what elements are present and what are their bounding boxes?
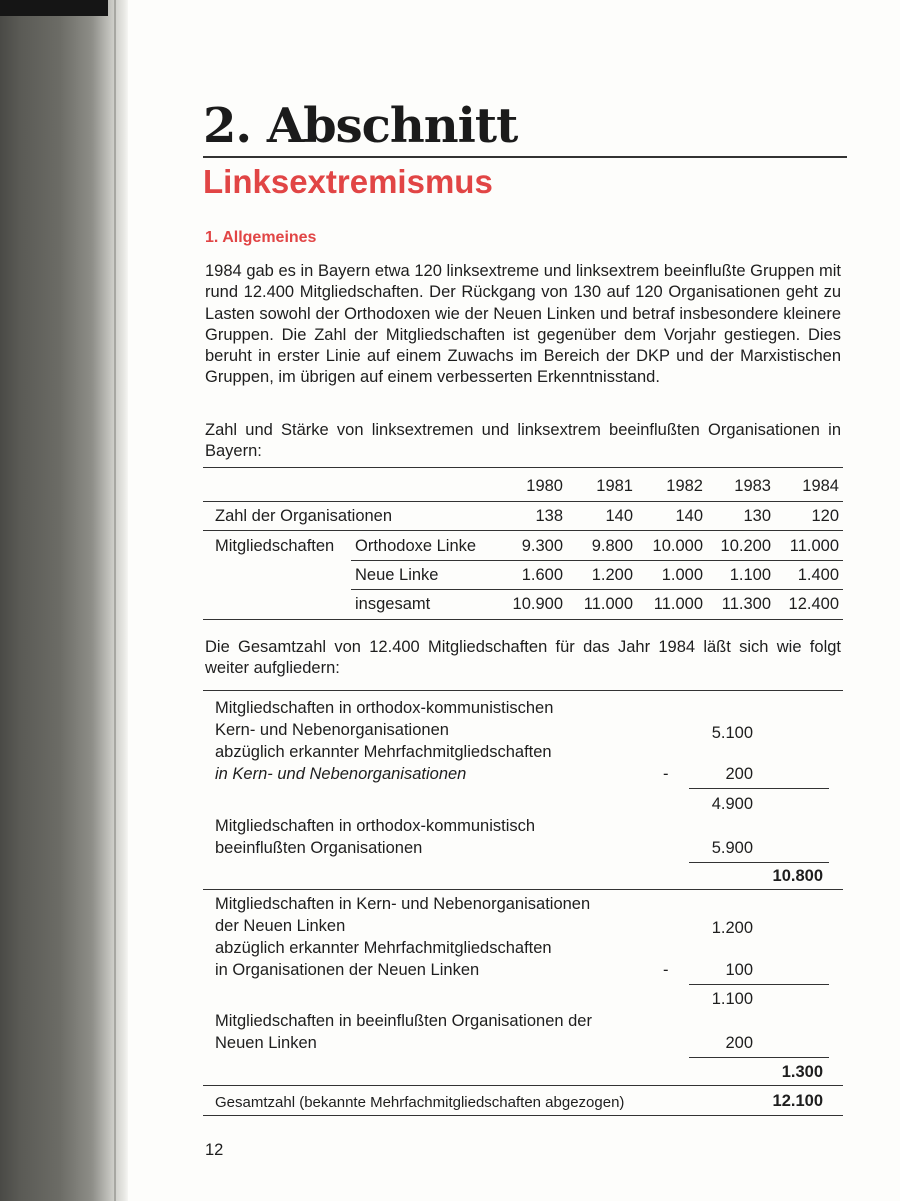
breakdown-line: Mitgliedschaften in orthodox-kommunistischen	[215, 699, 554, 717]
page-number: 12	[205, 1141, 224, 1159]
table-cell: 9.800	[591, 537, 633, 555]
value-orth-influenced: 5.900	[711, 839, 753, 857]
minus-sign: -	[663, 765, 669, 783]
grand-total-label: Gesamtzahl (bekannte Mehrfachmitgliedschaften abgezogen)	[215, 1094, 625, 1111]
breakdown-line: der Neuen Linken	[215, 917, 346, 935]
table-cell: 1.200	[591, 566, 633, 584]
table-rule	[351, 560, 843, 561]
year-header: 1982	[666, 477, 703, 495]
breakdown-line: in Organisationen der Neuen Linken	[215, 961, 480, 979]
breakdown-line: in Kern- und Nebenorganisationen	[215, 765, 467, 783]
table-cell: 11.000	[583, 595, 633, 613]
table-rule	[203, 467, 843, 468]
subtotal-rule	[689, 788, 829, 789]
heading-divider	[203, 156, 847, 158]
table-cell: 140	[605, 507, 633, 525]
value-nl-total: 1.300	[781, 1063, 823, 1081]
minus-sign: -	[663, 961, 669, 979]
value-nl-core: 1.200	[711, 919, 753, 937]
table-cell: 120	[811, 507, 839, 525]
table-cell: 10.900	[512, 595, 563, 613]
row-label: Zahl der Organisationen	[215, 507, 393, 525]
table-cell: 1.600	[521, 566, 563, 584]
intro-paragraph: 1984 gab es in Bayern etwa 120 linksextreme und linksextrem beeinflußte Gruppen mit rund 12.400 Mitgliedschaften. Der Rückgang von 130 auf 120 Organisationen geht zu Lasten sowohl der Orthodoxen wie der Neuen Linken und betraf insbesondere kleinere Gruppen. Die Zahl der Mitgliedschaften ist gegenüber dem Vorjahr gestiegen. Dies beruht in erster Linie auf einem Zuwachs im Bereich der DKP und der Marxistischen Gruppen, im übrigen auf einem verbesserten Erkenntnisstand.	[205, 262, 841, 387]
value-orth-subtotal: 4.900	[711, 795, 753, 813]
table-cell: 130	[743, 507, 771, 525]
table-cell: 1.400	[797, 566, 839, 584]
breakdown-line: Neuen Linken	[215, 1034, 317, 1052]
page-title: Linksextremismus	[203, 163, 493, 200]
subtotal-rule	[689, 984, 829, 985]
breakdown-line: abzüglich erkannter Mehrfachmitgliedschaften	[215, 743, 552, 761]
table-intro-paragraph: Zahl und Stärke von linksextremen und linksextrem beeinflußten Organisationen in Bayern:	[205, 421, 841, 461]
table-rule	[203, 690, 843, 691]
row-sublabel: Neue Linke	[355, 566, 439, 584]
breakdown-line: Mitgliedschaften in Kern- und Nebenorganisationen	[215, 895, 591, 913]
table-cell: 10.000	[652, 537, 703, 555]
table-cell: 11.300	[721, 595, 771, 613]
breakdown-line: abzüglich erkannter Mehrfachmitgliedschaften	[215, 939, 552, 957]
table-rule	[351, 589, 843, 590]
table-cell: 11.000	[653, 595, 703, 613]
row-sublabel: insgesamt	[355, 595, 431, 613]
breakdown-intro-paragraph: Die Gesamtzahl von 12.400 Mitgliedschaften für das Jahr 1984 läßt sich wie folgt weiter aufgliedern:	[205, 638, 841, 678]
value-grand-total: 12.100	[772, 1092, 823, 1110]
subtotal-rule	[689, 862, 829, 863]
table-cell: 10.200	[720, 537, 771, 555]
table-cell: 12.400	[788, 595, 839, 613]
value-nl-influenced: 200	[725, 1034, 753, 1052]
table-rule	[203, 1115, 843, 1116]
breakdown-line: Mitgliedschaften in orthodox-kommunistisch	[215, 817, 536, 835]
year-header: 1984	[802, 477, 839, 495]
breakdown-line: Mitgliedschaften in beeinflußten Organisationen der	[215, 1012, 592, 1030]
value-orth-core: 5.100	[711, 724, 753, 742]
table-rule	[203, 501, 843, 502]
table-cell: 140	[675, 507, 703, 525]
table-cell: 11.000	[789, 537, 839, 555]
year-header: 1980	[526, 477, 563, 495]
value-nl-subtotal: 1.100	[711, 990, 753, 1008]
value-nl-multi: 100	[725, 961, 753, 979]
table-rule	[203, 619, 843, 620]
binding-fold-line	[114, 0, 116, 1201]
table-rule	[203, 889, 843, 890]
chapter-heading: 2. Abschnitt	[203, 98, 518, 154]
table-rule	[203, 530, 843, 531]
section-heading: 1. Allgemeines	[205, 229, 317, 246]
binding-dark-tab	[0, 0, 108, 16]
value-orth-multi: 200	[725, 765, 753, 783]
subtotal-rule	[689, 1057, 829, 1058]
table-cell: 1.000	[661, 566, 703, 584]
breakdown-line: Kern- und Nebenorganisationen	[215, 721, 449, 739]
breakdown-line: beeinflußten Organisationen	[215, 839, 423, 857]
row-sublabel: Orthodoxe Linke	[355, 537, 477, 555]
table-cell: 1.100	[729, 566, 771, 584]
year-header: 1983	[734, 477, 771, 495]
table-cell: 9.300	[521, 537, 563, 555]
table-cell: 138	[535, 507, 563, 525]
value-orth-total: 10.800	[772, 867, 823, 885]
table-rule	[203, 1085, 843, 1086]
book-binding-edge	[0, 0, 128, 1201]
row-label: Mitgliedschaften	[215, 537, 335, 555]
year-header: 1981	[596, 477, 633, 495]
